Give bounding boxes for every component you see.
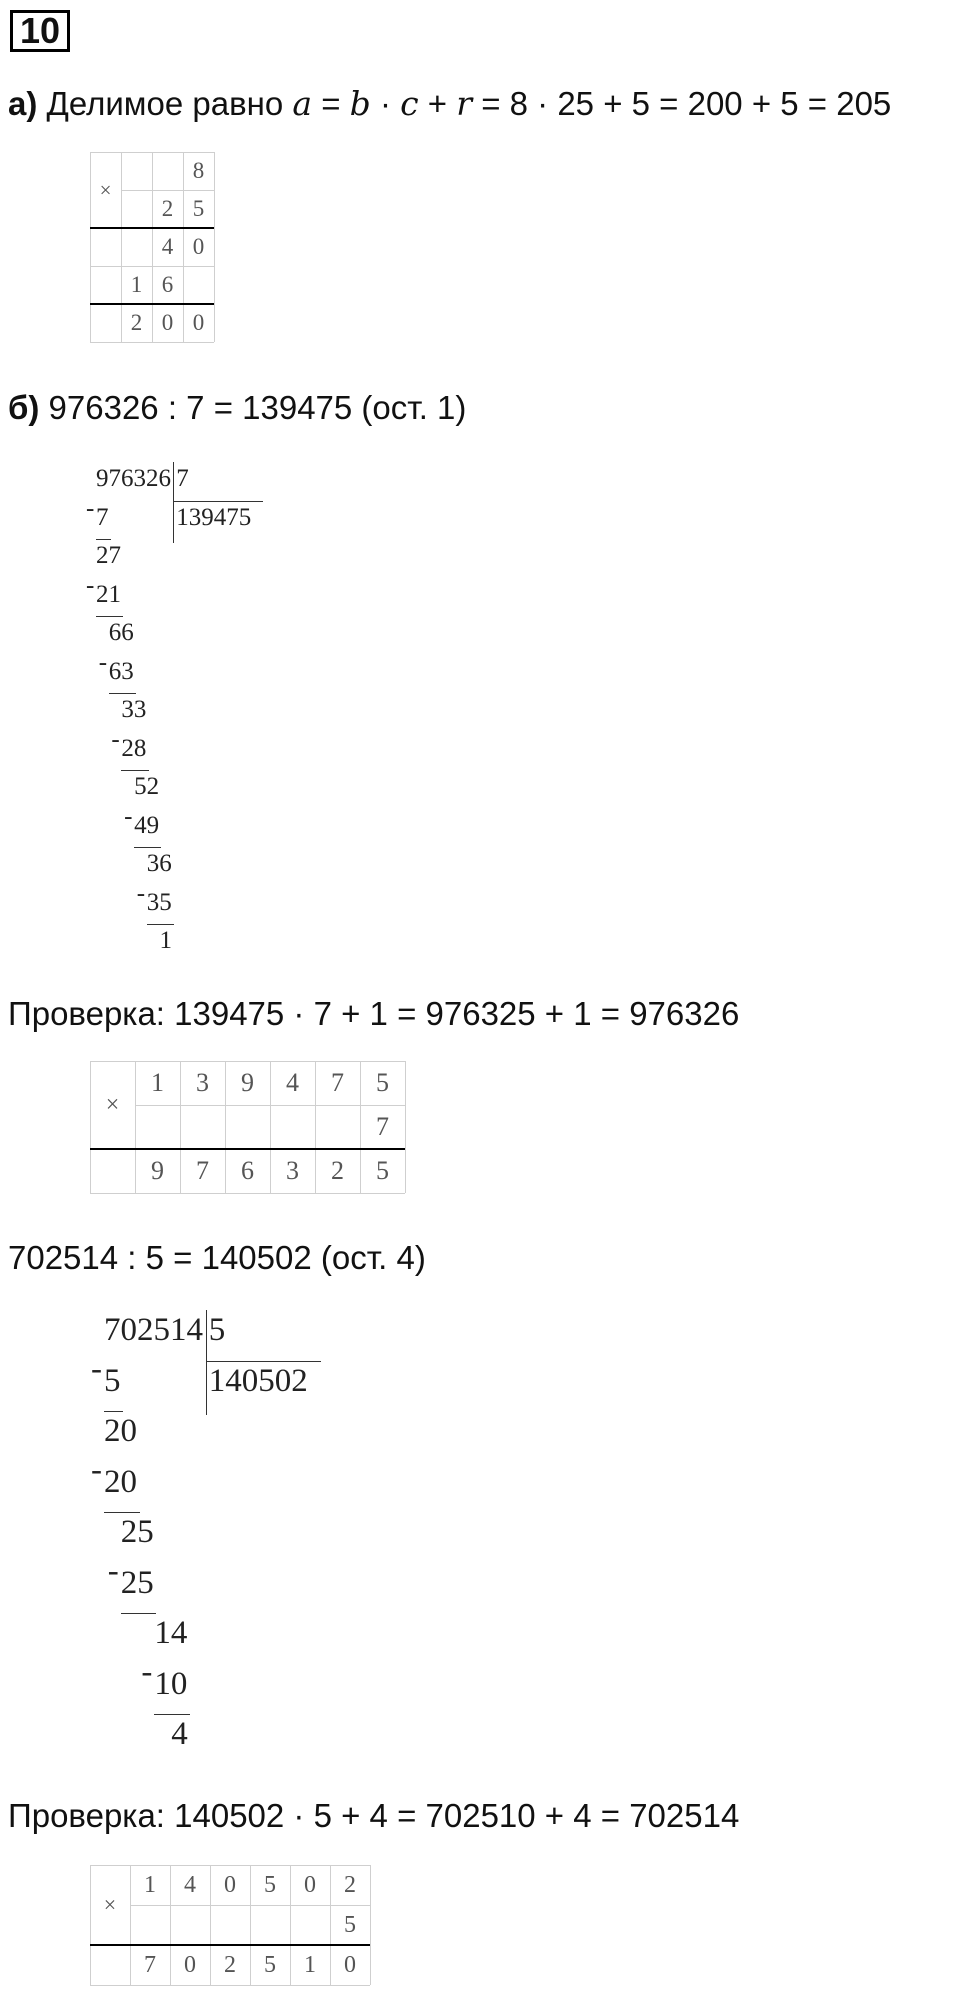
dividend: 976326 <box>96 465 171 492</box>
subtrahend: 35 <box>146 888 172 916</box>
grid-line <box>90 1985 370 1986</box>
digit: 0 <box>184 1952 196 1978</box>
part-a-line <box>8 84 891 124</box>
digit: 2 <box>130 310 143 335</box>
quotient-bar <box>173 501 263 502</box>
partial-dividend: 14 <box>154 1615 188 1651</box>
digit: 0 <box>192 310 205 335</box>
subtraction-line <box>121 770 148 771</box>
subtraction-line <box>104 1512 140 1513</box>
digit: 5 <box>192 196 205 221</box>
digit: 5 <box>344 1912 356 1938</box>
multiply-sign: × <box>105 1092 120 1118</box>
subtrahend: 7 <box>96 503 109 531</box>
var-r: r <box>456 84 473 123</box>
subtrahend: 20 <box>104 1463 137 1500</box>
remainder: 1 <box>159 927 172 954</box>
part-a-multiplication <box>90 152 214 342</box>
minus-sign: - <box>107 1552 119 1589</box>
digit: 1 <box>304 1952 316 1978</box>
minus-sign: - <box>86 571 95 599</box>
minus-sign: - <box>141 1653 153 1690</box>
var-b: b <box>349 84 371 123</box>
dot-sign: · <box>379 85 391 122</box>
digit: 1 <box>144 1872 156 1898</box>
partial-dividend: 66 <box>108 619 134 646</box>
subtrahend: 49 <box>134 811 160 839</box>
subtraction-line <box>96 539 111 540</box>
subtrahend: 21 <box>96 580 121 608</box>
part-b-equation: 976326 : 7 = 139475 (ост. 1) <box>48 389 467 426</box>
digit: 5 <box>376 1156 389 1185</box>
digit: 4 <box>286 1068 299 1097</box>
grid-line <box>90 342 214 343</box>
minus-sign: - <box>91 1350 102 1387</box>
digit: 0 <box>304 1872 316 1898</box>
partial-dividend: 27 <box>96 542 121 569</box>
digit: 2 <box>224 1952 236 1978</box>
subtrahend: 63 <box>108 657 134 685</box>
minus-sign: - <box>98 648 108 676</box>
minus-sign: - <box>86 494 95 522</box>
grid-line <box>214 152 215 342</box>
partial-dividend: 20 <box>104 1413 137 1449</box>
division-bar <box>206 1310 207 1415</box>
digit: 4 <box>184 1872 196 1898</box>
var-a: a <box>292 84 313 123</box>
subtrahend: 5 <box>104 1362 121 1399</box>
digit: 7 <box>196 1156 209 1185</box>
eq-sign: = <box>321 85 341 122</box>
digit: 6 <box>161 272 174 297</box>
minus-sign: - <box>91 1451 102 1488</box>
grid-line <box>370 1865 371 1985</box>
digit: 4 <box>161 234 174 259</box>
multiply-sign: × <box>103 1892 117 1917</box>
subtraction-line <box>104 1411 123 1412</box>
digit: 0 <box>224 1872 236 1898</box>
digit: 5 <box>264 1872 276 1898</box>
minus-sign: - <box>111 725 120 753</box>
digit: 1 <box>130 272 143 297</box>
division-bar <box>173 462 174 543</box>
part-a-text: Делимое равно <box>46 85 284 122</box>
quotient: 140502 <box>208 1362 308 1399</box>
subtraction-line <box>109 693 136 694</box>
digit: 3 <box>196 1068 209 1097</box>
partial-dividend: 52 <box>134 773 160 800</box>
subtraction-line <box>147 924 174 925</box>
digit: 5 <box>264 1952 276 1978</box>
digit: 2 <box>331 1156 344 1185</box>
digit: 1 <box>151 1068 164 1097</box>
subtrahend: 10 <box>154 1665 188 1702</box>
partial-dividend: 33 <box>121 696 147 723</box>
var-c: c <box>400 84 419 123</box>
remainder: 4 <box>171 1716 188 1752</box>
digit: 2 <box>161 196 174 221</box>
digit: 6 <box>241 1156 254 1185</box>
digit: 9 <box>151 1156 164 1185</box>
digit: 7 <box>376 1112 389 1141</box>
digit: 3 <box>286 1156 299 1185</box>
part-a-rest: = 8 · 25 + 5 = 200 + 5 = 205 <box>481 85 892 122</box>
part-b-label: б) <box>8 389 40 426</box>
multiply-sign: × <box>99 178 112 202</box>
partial-dividend: 36 <box>146 850 172 877</box>
subtraction-line <box>154 1714 190 1715</box>
grid-line <box>90 1193 405 1194</box>
minus-sign: - <box>124 802 133 830</box>
digit: 7 <box>144 1952 156 1978</box>
part-c-check: Проверка: 140502 · 5 + 4 = 702510 + 4 = 702514 <box>8 1797 740 1834</box>
minus-sign: - <box>136 879 146 907</box>
task-number: 10 <box>10 10 70 52</box>
digit: 0 <box>344 1952 356 1978</box>
partial-dividend: 25 <box>120 1514 154 1550</box>
digit: 0 <box>192 234 205 259</box>
part-b-line <box>8 388 466 428</box>
digit: 8 <box>192 158 205 183</box>
quotient-bar <box>206 1361 321 1362</box>
subtrahend: 25 <box>120 1564 154 1601</box>
digit: 7 <box>331 1068 344 1097</box>
part-b-multiplication <box>90 1061 405 1193</box>
digit: 2 <box>344 1872 356 1898</box>
dividend: 702514 <box>104 1312 203 1348</box>
divisor: 5 <box>208 1312 226 1348</box>
plus-sign: + <box>427 85 448 122</box>
subtrahend: 28 <box>121 734 147 762</box>
digit: 0 <box>161 310 174 335</box>
quotient: 139475 <box>176 503 252 531</box>
divisor: 7 <box>176 465 189 492</box>
part-c-multiplication <box>90 1865 370 1985</box>
digit: 5 <box>376 1068 389 1097</box>
digit: 9 <box>241 1068 254 1097</box>
grid-line <box>405 1061 406 1193</box>
subtraction-line <box>121 1613 157 1614</box>
part-b-check: Проверка: 139475 · 7 + 1 = 976325 + 1 = 976326 <box>8 995 740 1032</box>
subtraction-line <box>96 616 123 617</box>
part-a-label: а) <box>8 85 38 122</box>
subtraction-line <box>134 847 161 848</box>
part-c-equation: 702514 : 5 = 140502 (ост. 4) <box>8 1239 426 1276</box>
